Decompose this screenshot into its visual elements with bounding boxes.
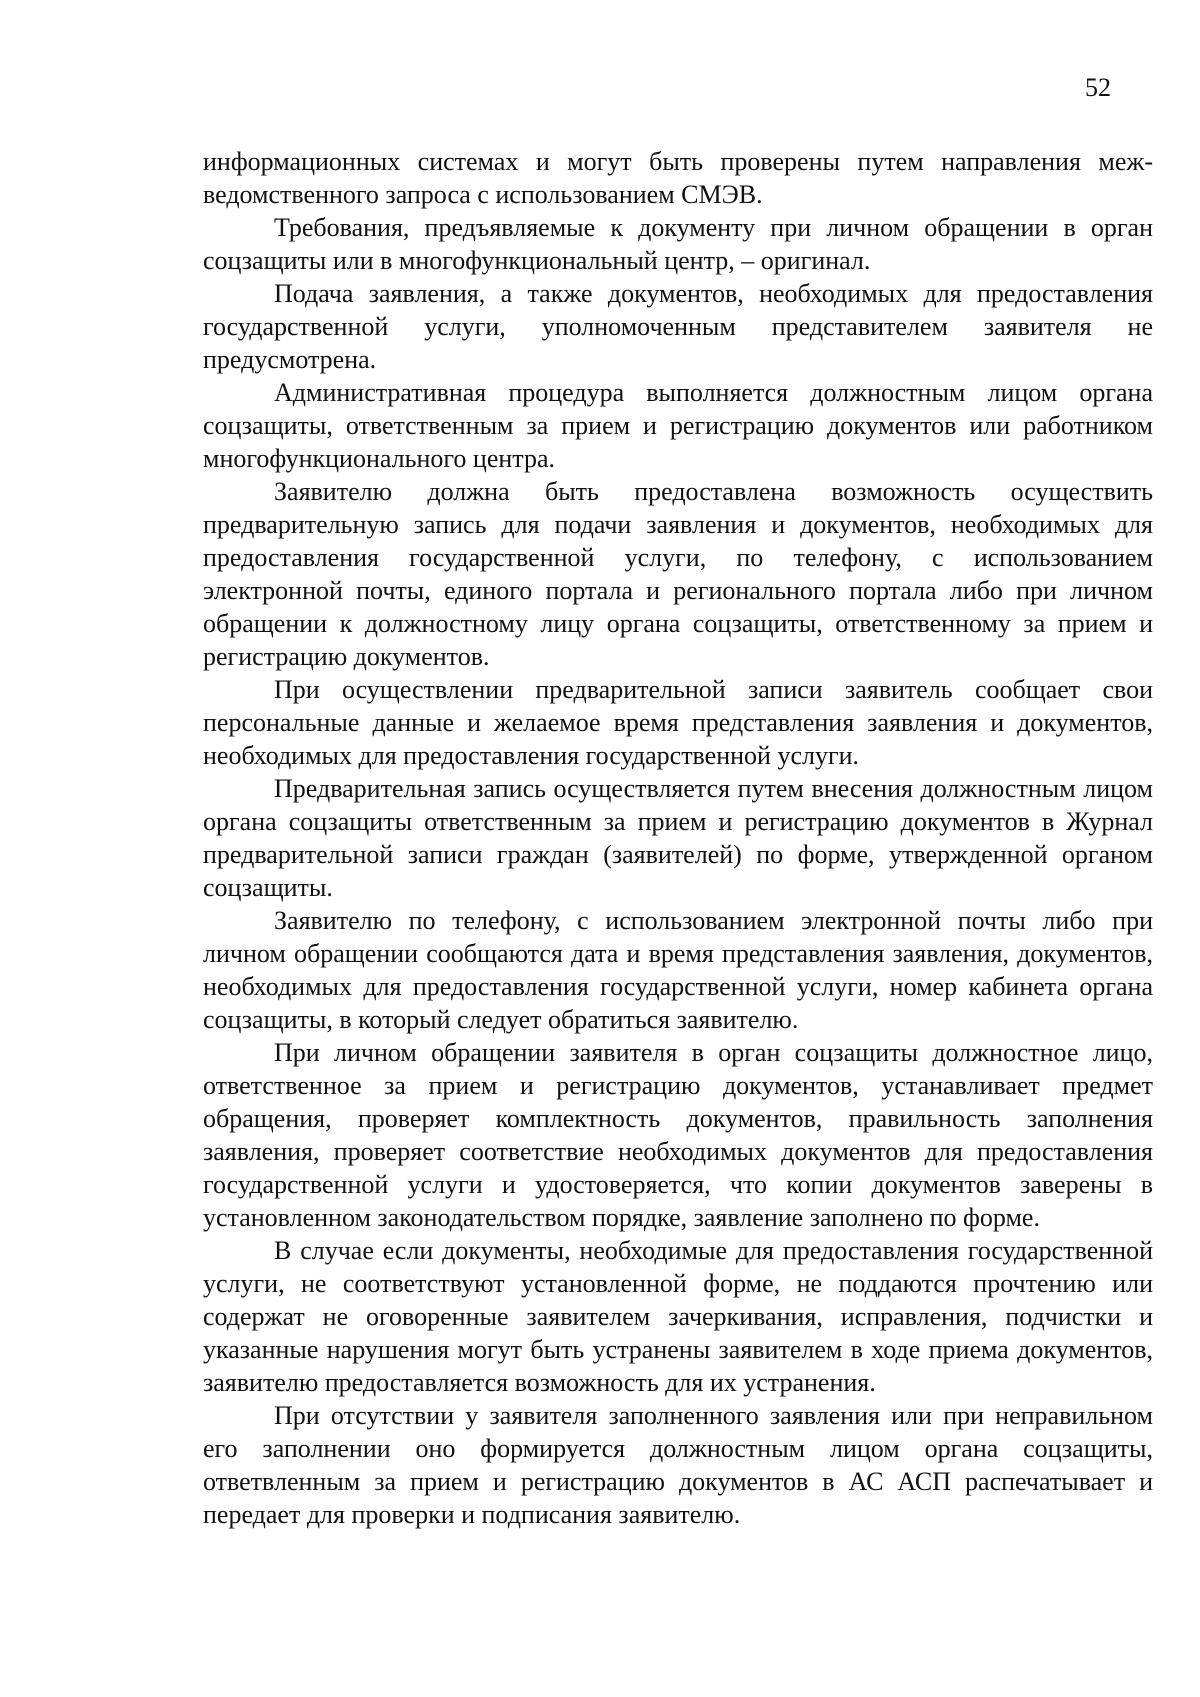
paragraph-application-forming: При отсутствии у заявителя заполненного заявления или при неправильном его заполнении оно формируется должностным лицом органа соцзащиты, ответвленным за прием и регистрацию документов в АС АСП распечатывает и передает для проверки и подписания заявителю. bbox=[203, 1401, 1153, 1529]
paragraph-registration-journal: Предварительная запись осуществляется путем внесения должностным лицом органа соцзащиты ответственным за прием и регистрацию документов в Журнал предварительной записи граждан (заявителей) по форме, утвержденной органом соцзащиты. bbox=[203, 774, 1153, 902]
document-body bbox=[203, 145, 1153, 1531]
paragraph-document-requirements: Требования, предъявляемые к документу при личном обращении в орган соцзащиты или в многофункциональный центр, – оригинал. bbox=[203, 213, 1153, 275]
paragraph-preliminary-registration-option: Заявителю должна быть предоставлена возможность осуществить предварительную запись для подачи заявления и документов, необходимых для предоставления государственной услуги, по телефону, с использованием электронной почты, единого портала и регионального портала либо при личном обращении к должностному лицу органа соцзащиты, ответственному за прием и регистрацию документов. bbox=[203, 477, 1153, 671]
paragraph-appointment-info: Заявителю по телефону, с использованием электронной почты либо при личном обращении сообщаются дата и время представления заявления, документов, необходимых для предоставления государственной услуги, номер кабинета органа соцзащиты, в который следует обратиться заявителю. bbox=[203, 906, 1153, 1034]
paragraph-administrative-procedure: Административная процедура выполняется должностным лицом органа соцзащиты, ответственным за прием и регистрацию документов или работником многофункционального центра. bbox=[203, 378, 1153, 473]
paragraph-document-defects: В случае если документы, необходимые для предоставления государственной услуги, не соответствуют установленной форме, не поддаются прочтению или содержат не оговоренные заявителем зачеркивания, исправления, подчистки и указанные нарушения могут быть устранены заявителем в ходе приема документов, заявителю предоставляется возможность для их устранения. bbox=[203, 1236, 1153, 1397]
paragraph-personal-data: При осуществлении предварительной записи заявитель сообщает свои персональные данные и желаемое время представления заявления и документов, необходимых для предоставления государственной услуги. bbox=[203, 675, 1153, 770]
paragraph-personal-appeal-check: При личном обращении заявителя в орган соцзащиты должностное лицо, ответственное за прием и регистрацию документов, устанавливает предмет обращения, проверяет комплектность документов, правильность заполнения заявления, проверяет соответствие необходимых документов для предоставления государственной услуги и удостоверяется, что копии документов заверены в установленном законодательством порядке, заявление заполнено по форме. bbox=[203, 1038, 1153, 1232]
paragraph-continuation: информационных системах и могут быть проверены путем направления межведомственного запроса с использованием СМЭВ. bbox=[203, 147, 1153, 209]
paragraph-representative-submission: Подача заявления, а также документов, необходимых для предоставления государственной услуги, уполномоченным представителем заявителя не предусмотрена. bbox=[203, 279, 1153, 374]
page-number: 52 bbox=[1085, 73, 1111, 102]
